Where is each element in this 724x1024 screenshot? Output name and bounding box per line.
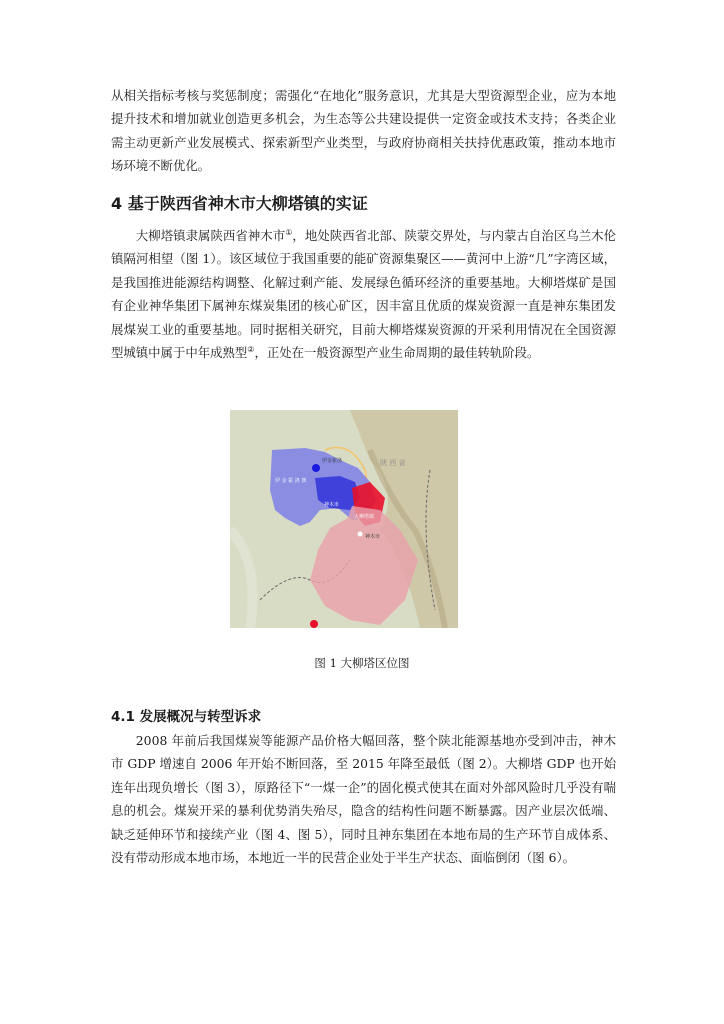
bottom-point — [310, 620, 318, 628]
ejin-point — [312, 464, 320, 472]
section-4-text-c: ，正处在一般资源型产业生命周期的最佳转轨阶段。 — [254, 345, 540, 361]
section-4-heading: 4 基于陕西省神木市大柳塔镇的实证 — [111, 194, 368, 213]
section-4-text-a: 大柳塔镇隶属陕西省神木市 — [135, 228, 286, 243]
ejin-label: 伊金霍洛 — [322, 458, 343, 464]
intro-paragraph: 从相关指标考核与奖惩制度；需强化“在地化”服务意识，尤其是大型资源型企业，应为本地提升技术和增加就业创造更多机会，为生态等公共建设提供一定资金或技术支持；各类企业需主动更新产业发展模式、探索新型产业类型，与政府协商相关扶持优惠政策，推动本地市场环境不断优化。 — [111, 88, 616, 174]
location-map — [230, 410, 458, 628]
figure-1-caption: 图 1 大柳塔区位图 — [314, 656, 410, 670]
footnote-ref-2[interactable]: ② — [247, 344, 255, 354]
section-4-1-heading: 4.1 发展概况与转型诉求 — [111, 709, 262, 725]
shenmu-label: 神木市 — [365, 534, 381, 540]
section-4-text-b: ，地处陕西省北部、陕蒙交界处，与内蒙古自治区乌兰木伦镇隔河相望（图 1）。该区域位于我国重要的能矿资源集聚区——黄河中上游“几”字湾区域，是我国推进能源结构调整、化解过剩产能、发展绿色循环经济的重要基地。大柳塔煤矿是国有企业神华集团下属神东煤炭集团的核心矿区，因丰富且优质的煤炭资源一直是神东集团发展煤炭工业的重要基地。同时据相关研究，目前大柳塔煤炭资源的开采利用情况在全国资源型城镇中属于中年成熟型 — [111, 228, 617, 361]
footnote-ref-1[interactable]: ① — [285, 227, 293, 237]
shenmu-point — [358, 532, 363, 537]
town-label: 大柳塔镇 — [354, 514, 375, 520]
district-text: 伊 金 霍 洛 旗 — [275, 478, 307, 484]
section-4-paragraph — [111, 224, 616, 364]
city-label: 神木市 — [324, 502, 340, 508]
location-map-figure — [230, 410, 458, 628]
province-text: 陕 西 省 — [380, 459, 406, 467]
section-4-1-paragraph: 2008 年前后我国煤炭等能源产品价格大幅回落，整个陕北能源基地亦受到冲击，神木市 GDP 增速自 2006 年开始不断回落，至 2015 年降至最低（图 2）。大柳塔 GDP 也开始连年出现负增长（图 3），原路径下“一煤一企”的固化模式使其在面对外部风险时几乎没有喘息的机会。煤炭开采的暴利优势消失殆尽，隐含的结构性问题不断暴露。因产业层次低端、缺乏延伸环节和接续产业（图 4、图 5），同时且神东集团在本地布局的生产环节自成体系、没有带动形成本地市场，本地近一半的民营企业处于半生产状态、面临倒闭（图 6）。 — [111, 733, 616, 866]
